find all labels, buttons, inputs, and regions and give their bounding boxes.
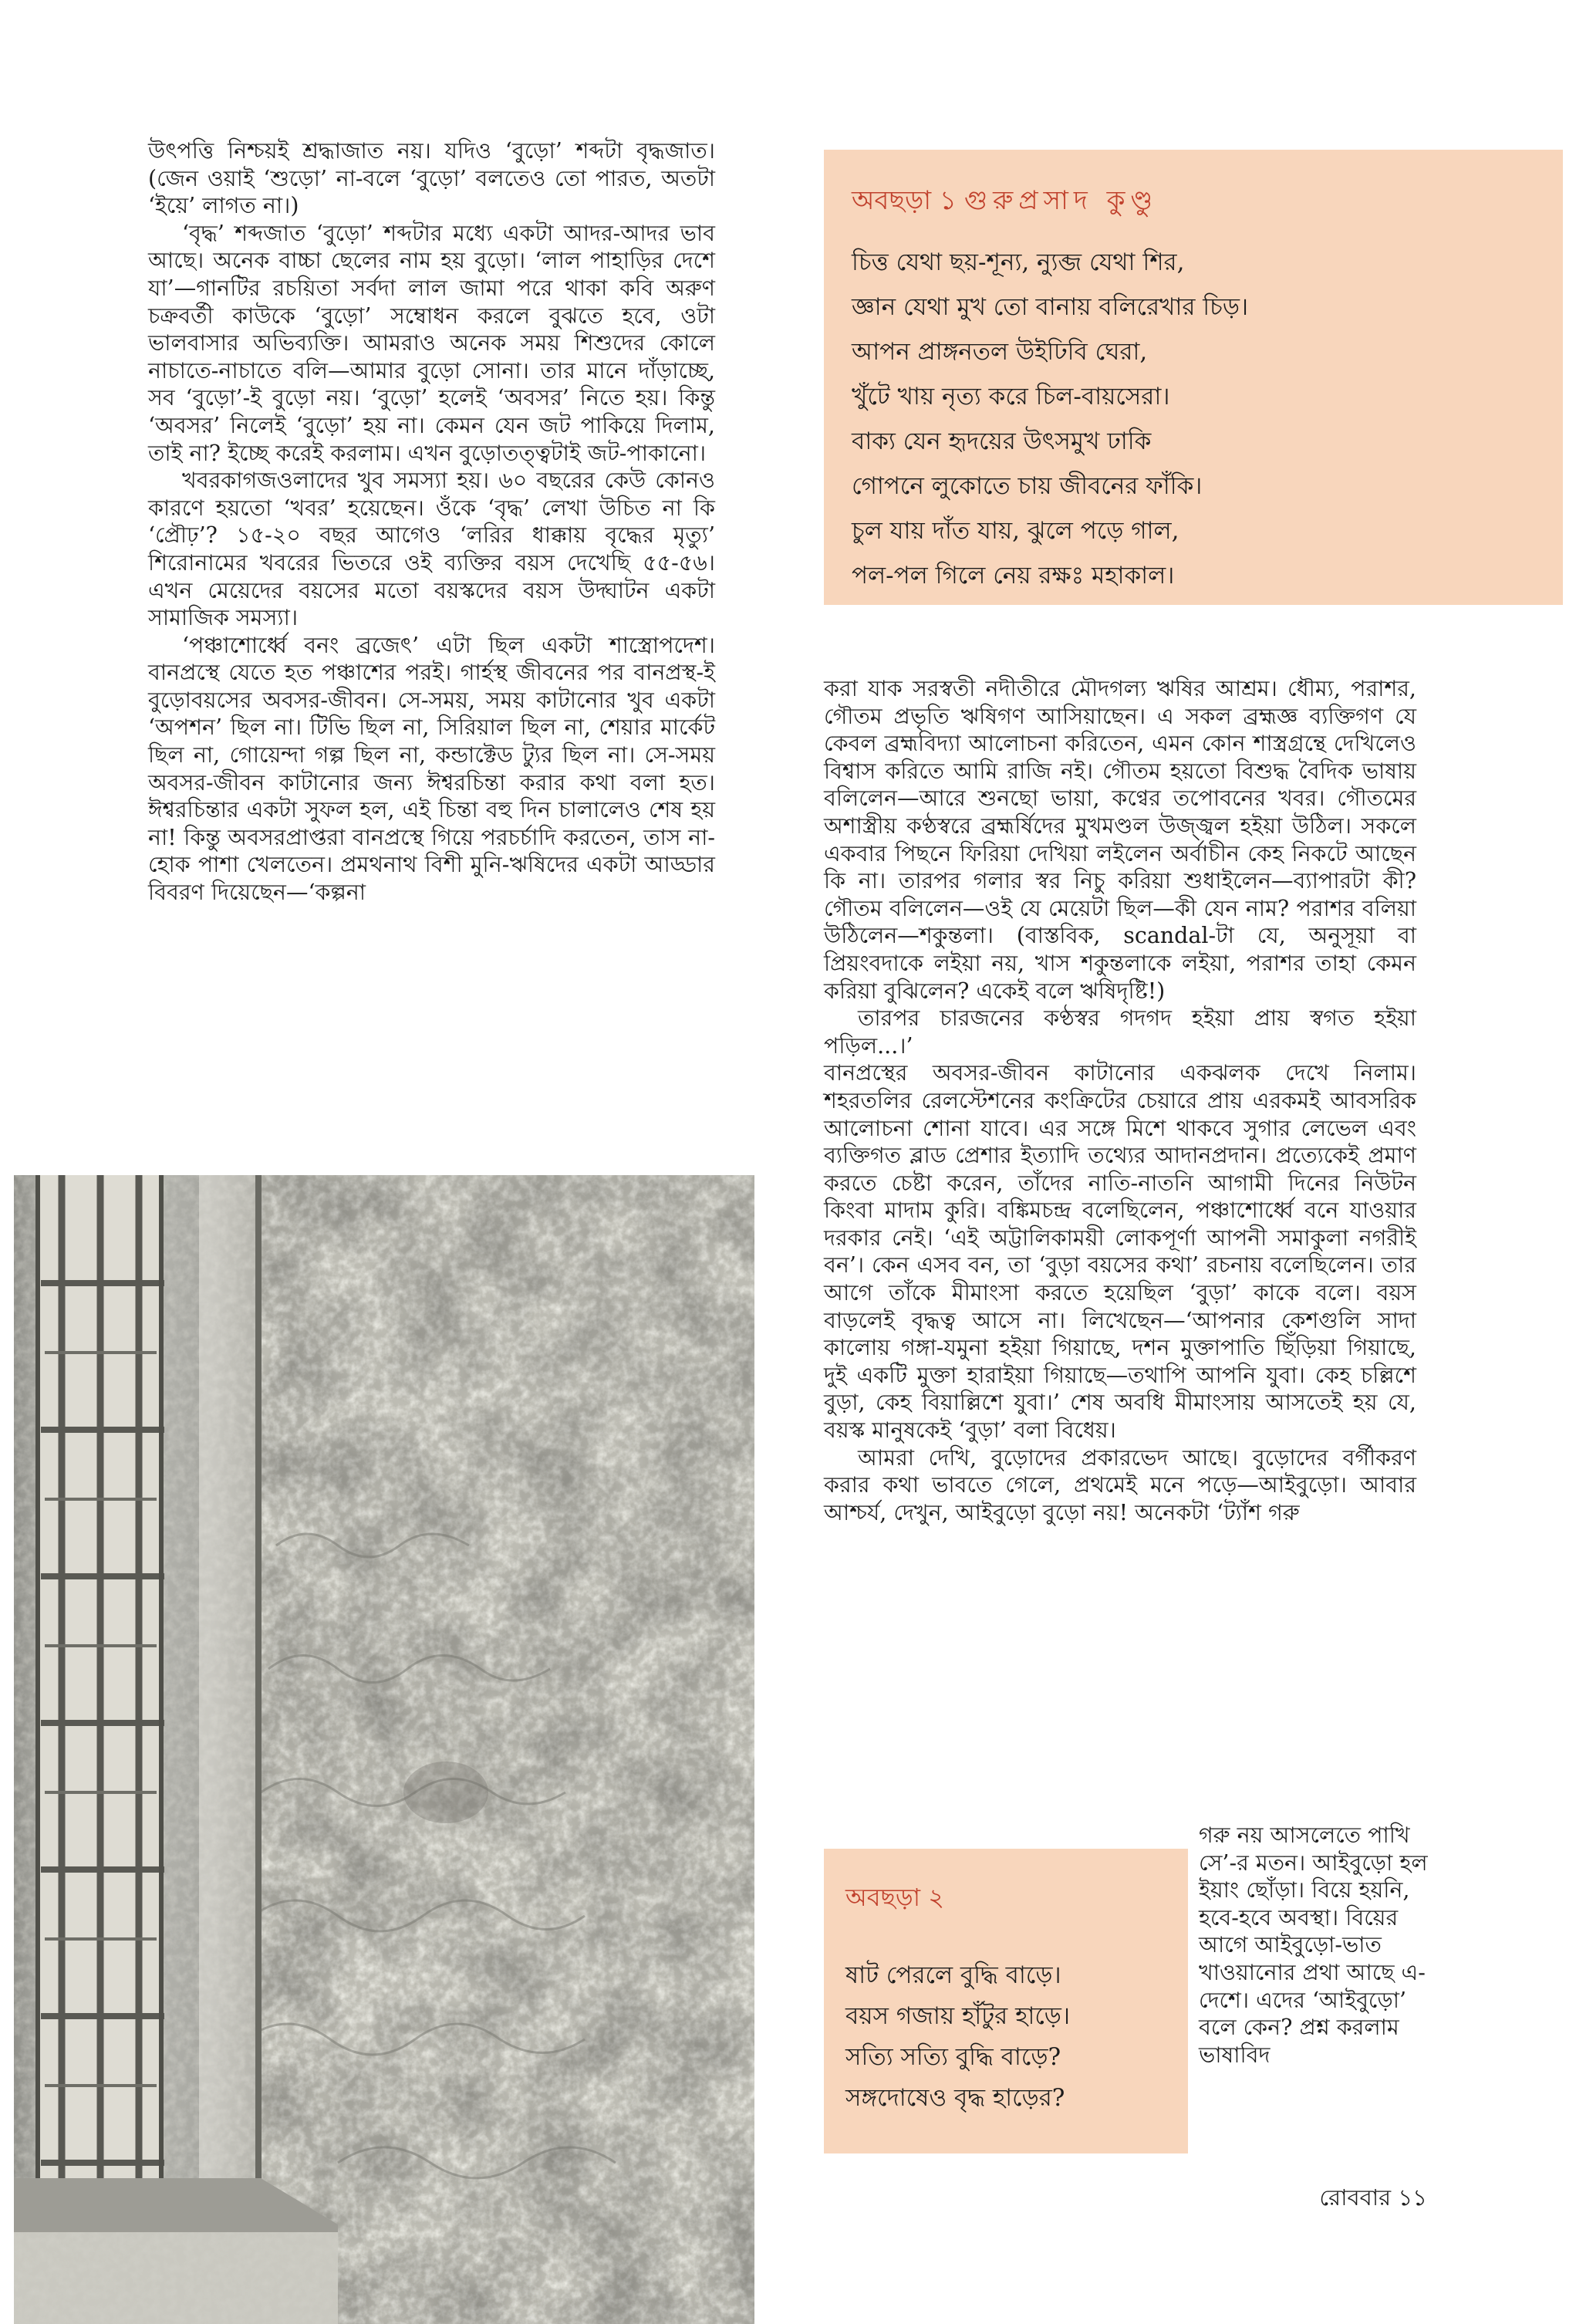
article-left-column: [148, 137, 715, 907]
paragraph: ‘পঞ্চাশোর্ধ্বে বনং ব্রজেৎ’ এটা ছিল একটা শাস্ত্রোপদেশ। বানপ্রস্থে যেতে হত পঞ্চাশের পরই। গার্হস্থ জীবনের পর বানপ্রস্থ-ই বুড়োবয়সের অবসর-জীবন। সে-সময়, সময় কাটানোর খুব একটা ‘অপশন’ ছিল না। টিভি ছিল না, সিরিয়াল ছিল না, শেয়ার মার্কেট ছিল না, গোয়েন্দা গল্প ছিল না, কন্ডাক্টেড ট্যুর ছিল না। সে-সময় অবসর-জীবন কাটানোর জন্য ঈশ্বরচিন্তা করার কথা বলা হত। ঈশ্বরচিন্তার একটা সুফল হল, এই চিন্তা বহু দিন চালালেও শেষ হয় না! কিন্তু অবসরপ্রাপ্তরা বানপ্রস্থে গিয়ে পরচর্চাদি করতেন, তাস না-হোক পাশা খেলতেন। প্রমথনাথ বিশী মুনি-ঋষিদের একটা আড্ডার বিবরণ দিয়েছেন—‘কল্পনা: [148, 632, 715, 906]
verse-line: চিত্ত যেথা ছয়-শূন্য, ন্যুব্জ যেথা শির,: [852, 248, 1185, 276]
paragraph: খবরকাগজওলাদের খুব সমস্যা হয়। ৬০ বছরের কেউ কোনও কারণে হয়তো ‘খবর’ হয়েছেন। ওঁকে ‘বৃদ্ধ’ লেখা উচিত না কি ‘প্রৌঢ়’? ১৫-২০ বছর আগেও ‘লরির ধাক্কায় বৃদ্ধের মৃত্যু’ শিরোনামের খবরের ভিতরে ওই ব্যক্তির বয়স দেখেছি ৫৫-৫৬। এখন মেয়েদের বয়সের মতো বয়স্কদের বয়স উদ্ঘাটন একটা সামাজিক সমস্যা।: [148, 468, 715, 631]
verse-line: পল-পল গিলে নেয় রক্ষঃ মহাকাল।: [852, 562, 1175, 589]
verse-line: খুঁটে খায় নৃত্য করে চিল-বায়সেরা।: [852, 383, 1170, 410]
paragraph: ‘বৃদ্ধ’ শব্দজাত ‘বুড়ো’ শব্দটার মধ্যে একটা আদর-আদর ভাব আছে। অনেক বাচ্চা ছেলের নাম হয় বুড়ো। ‘লাল পাহাড়ির দেশে যা’—গানটির রচয়িতা সর্বদা লাল জামা পরে থাকা কবি অরুণ চক্রবর্তী কাউকে ‘বুড়ো’ সম্বোধন করলে বুঝতে হবে, ওটা ভালবাসার অভিব্যক্তি। আমরাও অনেক সময় শিশুদের কোলে নাচাতে-নাচাতে বলি—আমার বুড়ো সোনা। তার মানে দাঁড়াচ্ছে, সব ‘বুড়ো’-ই বুড়ো নয়। ‘বুড়ো’ হলেই ‘অবসর’ নিতে হয়। কিন্তু ‘অবসর’ নিলেই ‘বুড়ো’ হয় না। কেমন যেন জট পাকিয়ে দিলাম, তাই না? ইচ্ছে করেই করলাম। এখন বুড়োতত্ত্বটাই জট-পাকানো।: [148, 220, 715, 466]
poem-1-verse: [852, 240, 1248, 598]
poem-1-author: গুরুপ্রসাদ কুণ্ডু: [963, 185, 1159, 216]
paragraph: উৎপত্তি নিশ্চয়ই শ্রদ্ধাজাত নয়। যদিও ‘বুড়ো’ শব্দটা বৃদ্ধজাত। (জেন ওয়াই ‘শুড়ো’ না-বলে ‘বুড়ো’ বলতেও তো পারত, অতটা ‘ইয়ে’ লাগত না।): [148, 138, 715, 219]
poem-1-heading: অবছড়া ১: [852, 185, 957, 216]
verse-line: গোপনে লুকোতে চায় জীবনের ফাঁকি।: [852, 472, 1203, 500]
article-right-column: [824, 675, 1416, 1526]
article-right-narrow-column: [1199, 1822, 1429, 2069]
poem-box-2: [824, 1849, 1188, 2153]
verse-line: চুল যায় দাঁত যায়, ঝুলে পড়ে গাল,: [852, 517, 1179, 545]
verse-line: বাক্য যেন হৃদয়ের উৎসমুখ ঢাকি: [852, 427, 1152, 455]
magazine-name: রোববার: [1319, 2184, 1392, 2211]
poem-2-verse: [845, 1955, 1070, 2119]
wall-window-photo: [14, 1175, 754, 2324]
paragraph: তারপর চারজনের কণ্ঠস্বর গদগদ হইয়া প্রায় স্বগত হইয়া পড়িল...।’: [824, 1005, 1416, 1059]
photo-illustration: [14, 1175, 754, 2324]
paragraph: করা যাক সরস্বতী নদীতীরে মৌদগল্য ঋষির আশ্রম। ধৌম্য, পরাশর, গৌতম প্রভৃতি ঋষিগণ আসিয়াছেন। এ সকল ব্রহ্মজ্ঞ ব্যক্তিগণ যে কেবল ব্রহ্মবিদ্যা আলোচনা করিতেন, এমন কোন শাস্ত্রগ্রন্থে দেখিলেও বিশ্বাস করিতে আমি রাজি নই। গৌতম হয়তো বিশুদ্ধ বৈদিক ভাষায় বলিলেন—আরে শুনছো ভায়া, কণ্বের তপোবনের খবর। গৌতমের অশাস্ত্রীয় কণ্ঠস্বরে ব্রহ্মর্ষিদের মুখমণ্ডল উজ্জ্বল হইয়া উঠিল। সকলে একবার পিছনে ফিরিয়া দেখিয়া লইলেন অর্বাচীন কেহ নিকটে আছেন কি না। তারপর গলার স্বর নিচু করিয়া শুধাইলেন—ব্যাপারটা কী? গৌতম বলিলেন—ওই যে মেয়েটা ছিল—কী যেন নাম? পরাশর বলিয়া উঠিলেন—শকুন্তলা। (বাস্তবিক, scandal-টা যে, অনুসূয়া বা প্রিয়ংবদাকে লইয়া নয়, খাস শকুন্তলাকে লইয়া, পরাশর তাহা কেমন করিয়া বুঝিলেন? একেই বলে ঋষিদৃষ্টি!): [824, 676, 1416, 1004]
page-footer: [1319, 2180, 1427, 2218]
paragraph: বানপ্রস্থের অবসর-জীবন কাটানোর একঝলক দেখে নিলাম। শহরতলির রেলস্টেশনের কংক্রিটের চেয়ারে প্রায় এরকমই আবসরিক আলোচনা শোনা যাবে। এর সঙ্গে মিশে থাকবে সুগার লেভেল এবং ব্যক্তিগত ব্লাড প্রেশার ইত্যাদি তথ্যের আদানপ্রদান। প্রত্যেকেই প্রমাণ করতে চেষ্টা করেন, তাঁদের নাতি-নাতনি আগামী দিনের নিউটন কিংবা মাদাম কুরি। বঙ্কিমচন্দ্র বলেছিলেন, পঞ্চাশোর্ধ্বে বনে যাওয়ার দরকার নেই। ‘এই অট্টালিকাময়ী লোকপূর্ণা আপনী সমাকুলা নগরীই বন’। কেন এসব বন, তা ‘বুড়া বয়সের কথা’ রচনায় বলেছিলেন। তার আগে তাঁকে মীমাংসা করতে হয়েছিল ‘বুড়া’ কাকে বলে। বয়স বাড়লেই বৃদ্ধত্ব আসে না। লিখেছেন—‘আপনার কেশগুলি সাদা কালোয় গঙ্গা-যমুনা হইয়া গিয়াছে, দশন মুক্তাপাতি ছিঁড়িয়া গিয়াছে, দুই একটি মুক্তা হারাইয়া গিয়াছে—তথাপি আপনি যুবা। কেহ চল্লিশে বুড়া, কেহ বিয়াল্লিশে যুবা।’ শেষ অবধি মীমাংসায় আসতেই হয় যে, বয়স্ক মানুষকেই ‘বুড়া’ বলা বিধেয়।: [824, 1060, 1416, 1444]
poem-box-1-title: [852, 181, 1158, 225]
verse-line: আপন প্রাঙ্গনতল উইঢিবি ঘেরা,: [852, 338, 1148, 366]
verse-line: জ্ঞান যেথা মুখ তো বানায় বলিরেখার চিড়।: [852, 293, 1249, 321]
page-number: ১১: [1398, 2184, 1427, 2211]
poem-box-1: [824, 150, 1563, 605]
poem-2-heading: অবছড়া ২: [845, 1883, 945, 1912]
verse-line: সত্যি সত্যি বুদ্ধি বাড়ে?: [845, 2043, 1061, 2071]
paragraph: আমরা দেখি, বুড়োদের প্রকারভেদ আছে। বুড়োদের বর্গীকরণ করার কথা ভাবতে গেলে, প্রথমেই মনে পড়ে—আইবুড়ো। আবার আশ্চর্য, দেখুন, আইবুড়ো বুড়ো নয়! অনেকটা ‘ট্যাঁশ গরু: [824, 1444, 1416, 1525]
paragraph: গরু নয় আসলেতে পাখি সে’-র মতন। আইবুড়ো হল ইয়াং ছোঁড়া। বিয়ে হয়নি, হবে-হবে অবস্থা। বিয়ের আগে আইবুড়ো-ভাত খাওয়ানোর প্রথা আছে এ-দেশে। এদের ‘আইবুড়ো’ বলে কেন? প্রশ্ন করলাম ভাষাবিদ: [1199, 1822, 1428, 2068]
verse-line: বয়স গজায় হাঁটুর হাড়ে।: [845, 2002, 1071, 2030]
verse-line: সঙ্গদোষেও বৃদ্ধ হাড়ের?: [845, 2084, 1065, 2112]
verse-line: ষাট পেরলে বুদ্ধি বাড়ে।: [845, 1961, 1061, 1989]
